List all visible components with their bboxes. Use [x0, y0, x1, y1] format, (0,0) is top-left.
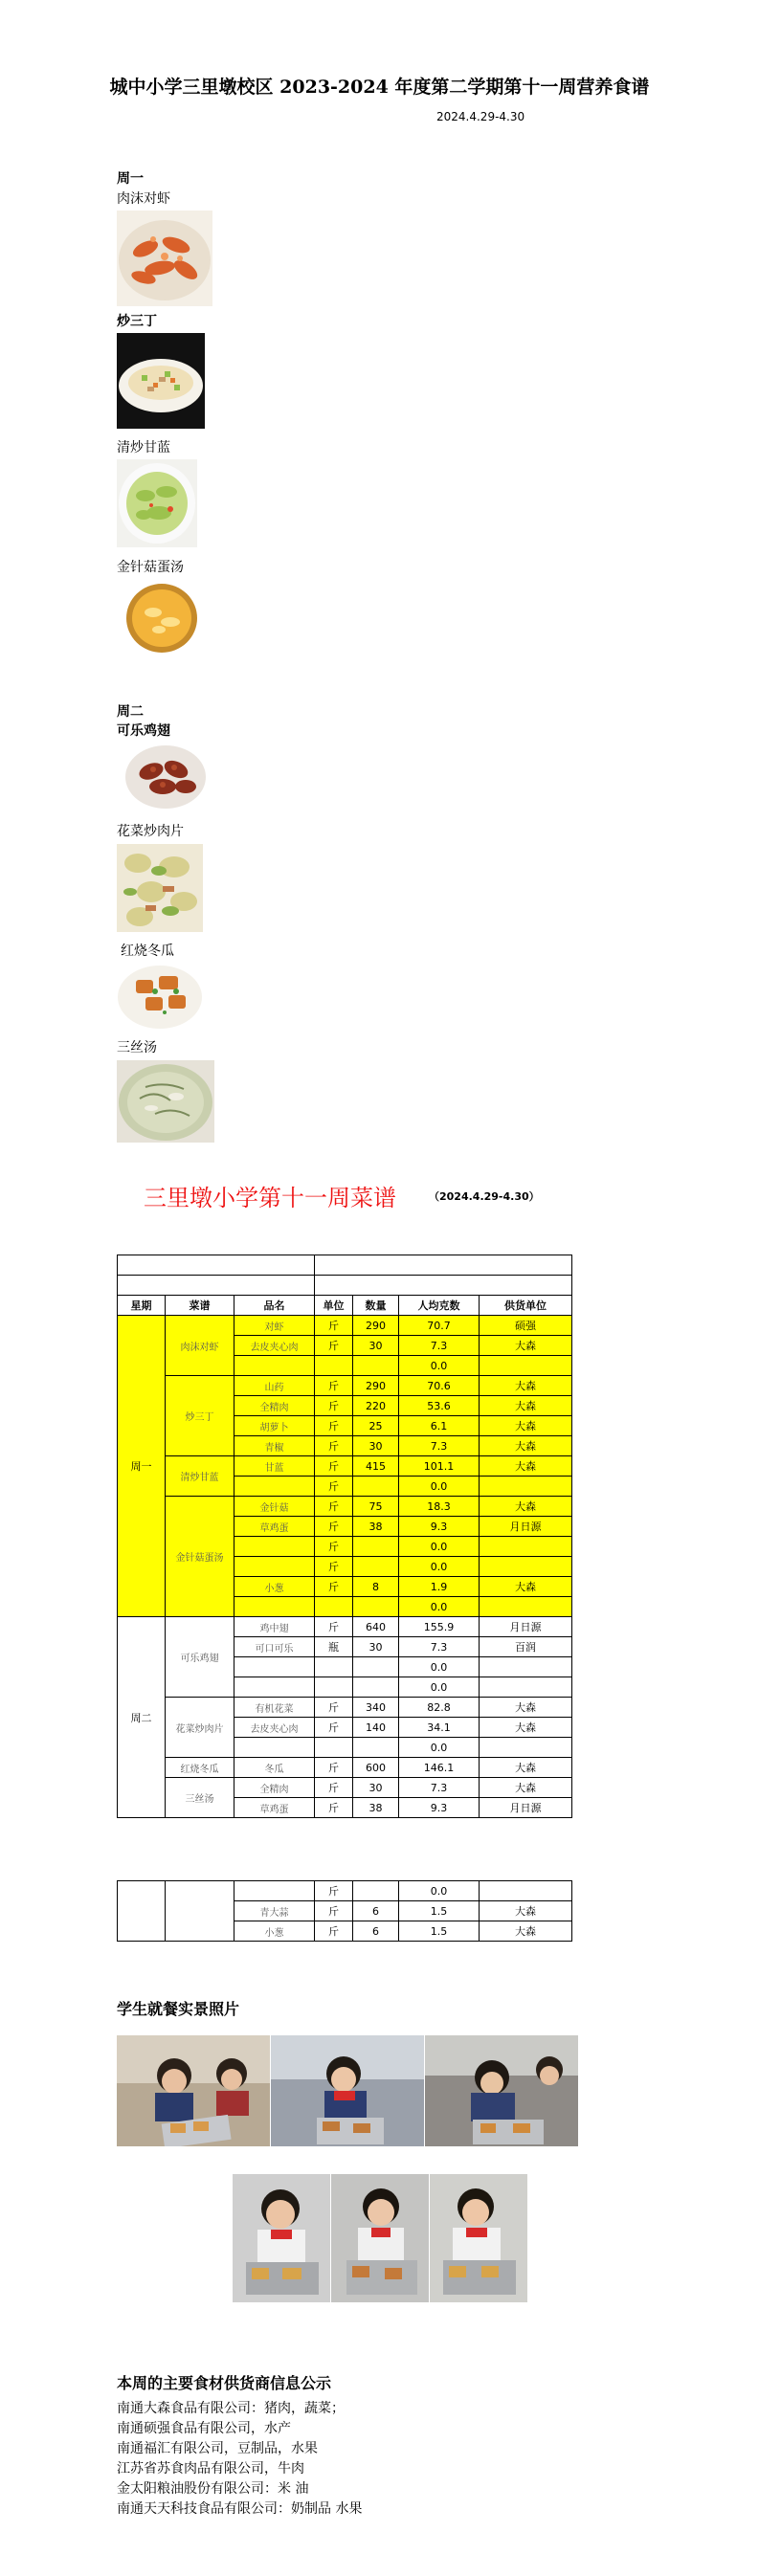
menu-table — [117, 1255, 572, 1818]
table-cell: 斤 — [315, 1718, 353, 1738]
table-cell: 34.1 — [399, 1718, 480, 1738]
table-cell: 8 — [353, 1577, 399, 1597]
table-cell — [480, 1537, 572, 1557]
table-row — [118, 1276, 572, 1296]
table-cell: 0.0 — [399, 1657, 480, 1677]
table-cell: 70.6 — [399, 1376, 480, 1396]
table-cell — [234, 1477, 315, 1497]
table-cell — [353, 1657, 399, 1677]
table-row — [118, 1255, 572, 1276]
table-cell: 290 — [353, 1376, 399, 1396]
table-cell: 斤 — [315, 1316, 353, 1336]
table-cell: 有机花菜 — [234, 1698, 315, 1718]
table-cell: 600 — [353, 1758, 399, 1778]
dish-label: 三丝汤 — [117, 1040, 157, 1055]
table-cell: 大森 — [480, 1497, 572, 1517]
table-cell: 30 — [353, 1436, 399, 1456]
table-cell: 大森 — [480, 1718, 572, 1738]
dish-label: 红烧冬瓜 — [121, 944, 174, 959]
table-cell — [234, 1657, 315, 1677]
table-cell: 大森 — [480, 1758, 572, 1778]
table-cell: 三丝汤 — [166, 1778, 234, 1818]
table-cell — [353, 1537, 399, 1557]
table-cell: 6 — [353, 1921, 399, 1942]
table-cell: 70.7 — [399, 1316, 480, 1336]
table-row — [118, 1617, 572, 1637]
table-cell: 斤 — [315, 1456, 353, 1477]
table-cell: 月日源 — [480, 1617, 572, 1637]
table-cell — [353, 1738, 399, 1758]
table-cell: 周二 — [118, 1617, 166, 1818]
table-cell: 7.3 — [399, 1336, 480, 1356]
table-cell: 1.5 — [399, 1921, 480, 1942]
table-row — [118, 1778, 572, 1798]
table-cell: 6 — [353, 1901, 399, 1921]
dish-photo-cabbage — [117, 459, 197, 547]
table-cell — [234, 1738, 315, 1758]
table-cell — [234, 1537, 315, 1557]
table-cell — [480, 1677, 572, 1698]
table-cell: 斤 — [315, 1396, 353, 1416]
table-cell: 146.1 — [399, 1758, 480, 1778]
table-cell: 101.1 — [399, 1456, 480, 1477]
table-cell: 对虾 — [234, 1316, 315, 1336]
date-range: 2024.4.29-4.30 — [436, 110, 525, 123]
table-cell: 0.0 — [399, 1356, 480, 1376]
table-cell: 140 — [353, 1718, 399, 1738]
table-cell: 斤 — [315, 1798, 353, 1818]
table-cell: 大森 — [480, 1376, 572, 1396]
table-cell: 斤 — [315, 1416, 353, 1436]
table-cell: 斤 — [315, 1617, 353, 1637]
table-cell: 大森 — [480, 1698, 572, 1718]
table-cell: 0.0 — [399, 1557, 480, 1577]
table-cell: 75 — [353, 1497, 399, 1517]
table-cell: 去皮夹心肉 — [234, 1718, 315, 1738]
table-cell: 斤 — [315, 1497, 353, 1517]
column-header: 人均克数 — [399, 1296, 480, 1316]
table-cell: 30 — [353, 1336, 399, 1356]
table-cell: 大森 — [480, 1901, 572, 1921]
table-row — [118, 1376, 572, 1396]
column-header: 菜谱 — [166, 1296, 234, 1316]
table-cell — [234, 1881, 315, 1901]
table-cell: 1.9 — [399, 1577, 480, 1597]
table-cell: 7.3 — [399, 1436, 480, 1456]
page-title: 城中小学三里墩校区 2023-2024 年度第二学期第十一周营养食谱 — [109, 77, 650, 98]
dish-label: 可乐鸡翅 — [117, 723, 170, 739]
student-photo — [271, 2035, 424, 2146]
column-header: 单位 — [315, 1296, 353, 1316]
list-item: 南通大森食品有限公司：猪肉，蔬菜； — [117, 2401, 345, 2416]
table-cell: 去皮夹心肉 — [234, 1336, 315, 1356]
table-cell: 0.0 — [399, 1477, 480, 1497]
table-cell: 0.0 — [399, 1537, 480, 1557]
table-cell: 155.9 — [399, 1617, 480, 1637]
table-cell: 斤 — [315, 1778, 353, 1798]
day-label-monday: 周一 — [117, 171, 144, 187]
table-cell: 冬瓜 — [234, 1758, 315, 1778]
table-cell: 0.0 — [399, 1738, 480, 1758]
dish-photo-cola-wings — [124, 743, 207, 810]
student-photo — [331, 2174, 429, 2302]
table-cell: 25 — [353, 1416, 399, 1436]
table-row — [118, 1497, 572, 1517]
dish-photo-egg-soup — [124, 580, 199, 655]
table-cell: 月日源 — [480, 1517, 572, 1537]
table-cell: 斤 — [315, 1517, 353, 1537]
table-cell: 可乐鸡翅 — [166, 1617, 234, 1698]
table-cell: 月日源 — [480, 1798, 572, 1818]
table-cell — [353, 1597, 399, 1617]
table-cell: 草鸡蛋 — [234, 1517, 315, 1537]
menu-extra-table — [117, 1880, 572, 1942]
table-cell: 9.3 — [399, 1517, 480, 1537]
table-cell: 红烧冬瓜 — [166, 1758, 234, 1778]
dish-photo-winter-melon — [117, 963, 203, 1030]
table-cell: 山药 — [234, 1376, 315, 1396]
table-cell — [353, 1881, 399, 1901]
dish-photo-stirfry — [117, 333, 205, 429]
table-cell — [234, 1677, 315, 1698]
table-cell: 斤 — [315, 1758, 353, 1778]
table-cell: 胡萝卜 — [234, 1416, 315, 1436]
table-cell: 0.0 — [399, 1677, 480, 1698]
table-cell: 全精肉 — [234, 1396, 315, 1416]
dish-photo-cauliflower — [117, 844, 203, 932]
table-cell: 30 — [353, 1637, 399, 1657]
table-cell: 炒三丁 — [166, 1376, 234, 1456]
table-cell: 大森 — [480, 1921, 572, 1942]
table-cell: 全精肉 — [234, 1778, 315, 1798]
table-cell: 大森 — [480, 1456, 572, 1477]
table-cell: 290 — [353, 1316, 399, 1336]
dish-photo-three-shred-soup — [117, 1060, 214, 1143]
dish-photo-shrimp — [117, 211, 212, 306]
supplier-list — [117, 2399, 362, 2520]
table-cell: 青椒 — [234, 1436, 315, 1456]
table-cell: 花菜炒肉片 — [166, 1698, 234, 1758]
table-cell — [166, 1881, 234, 1942]
table-cell: 1.5 — [399, 1901, 480, 1921]
column-header: 供货单位 — [480, 1296, 572, 1316]
table-cell: 82.8 — [399, 1698, 480, 1718]
student-photo — [117, 2035, 270, 2146]
table-cell — [315, 1657, 353, 1677]
table-cell: 0.0 — [399, 1881, 480, 1901]
day-label-tuesday: 周二 — [117, 704, 144, 720]
list-item: 南通福汇有限公司，豆制品，水果 — [117, 2441, 318, 2456]
table-cell: 30 — [353, 1778, 399, 1798]
table-cell: 可口可乐 — [234, 1637, 315, 1657]
table-cell: 大森 — [480, 1336, 572, 1356]
table-row — [118, 1698, 572, 1718]
column-header: 品名 — [234, 1296, 315, 1316]
table-cell — [234, 1557, 315, 1577]
table-cell: 大森 — [480, 1396, 572, 1416]
menu-title: 三里墩小学第十一周菜谱 — [144, 1185, 396, 1211]
list-item: 江苏省苏食肉品有限公司，牛肉 — [117, 2461, 304, 2476]
table-row — [118, 1456, 572, 1477]
dish-label: 炒三丁 — [117, 314, 157, 329]
table-cell: 金针菇蛋汤 — [166, 1497, 234, 1617]
table-cell — [315, 1677, 353, 1698]
table-cell: 斤 — [315, 1698, 353, 1718]
student-photo — [430, 2174, 527, 2302]
table-cell — [315, 1356, 353, 1376]
table-cell: 斤 — [315, 1577, 353, 1597]
table-cell: 6.1 — [399, 1416, 480, 1436]
list-item: 金太阳粮油股份有限公司：米 油 — [117, 2481, 309, 2497]
student-photo — [233, 2174, 330, 2302]
table-cell: 340 — [353, 1698, 399, 1718]
table-cell — [353, 1477, 399, 1497]
table-cell: 18.3 — [399, 1497, 480, 1517]
table-cell: 百润 — [480, 1637, 572, 1657]
table-cell: 小葱 — [234, 1577, 315, 1597]
table-cell: 0.0 — [399, 1597, 480, 1617]
menu-subtitle: （2024.4.29-4.30） — [429, 1190, 540, 1203]
table-cell: 大森 — [480, 1416, 572, 1436]
student-photo — [425, 2035, 578, 2146]
table-cell: 瓶 — [315, 1637, 353, 1657]
table-cell: 大森 — [480, 1436, 572, 1456]
table-cell: 220 — [353, 1396, 399, 1416]
table-cell: 甘蓝 — [234, 1456, 315, 1477]
dish-label: 金针菇蛋汤 — [117, 560, 184, 575]
dish-label: 花菜炒肉片 — [117, 824, 184, 839]
table-cell — [353, 1557, 399, 1577]
dish-label: 清炒甘蓝 — [117, 440, 170, 455]
table-cell: 斤 — [315, 1881, 353, 1901]
table-cell: 9.3 — [399, 1798, 480, 1818]
table-cell — [118, 1881, 166, 1942]
table-cell: 415 — [353, 1456, 399, 1477]
table-cell: 7.3 — [399, 1637, 480, 1657]
table-cell: 周一 — [118, 1316, 166, 1617]
table-cell: 青大蒜 — [234, 1901, 315, 1921]
list-item: 南通硕强食品有限公司，水产 — [117, 2421, 291, 2436]
table-cell: 肉沫对虾 — [166, 1316, 234, 1376]
table-header-row — [118, 1296, 572, 1316]
table-cell — [480, 1657, 572, 1677]
table-cell: 鸡中翅 — [234, 1617, 315, 1637]
table-row — [118, 1316, 572, 1336]
table-cell: 草鸡蛋 — [234, 1798, 315, 1818]
table-cell — [480, 1557, 572, 1577]
table-cell: 大森 — [480, 1778, 572, 1798]
table-cell — [315, 1597, 353, 1617]
table-cell: 清炒甘蓝 — [166, 1456, 234, 1497]
column-header: 星期 — [118, 1296, 166, 1316]
photos-heading: 学生就餐实景照片 — [117, 2000, 240, 2018]
table-cell: 斤 — [315, 1436, 353, 1456]
table-cell — [480, 1597, 572, 1617]
table-cell: 斤 — [315, 1477, 353, 1497]
table-cell: 640 — [353, 1617, 399, 1637]
table-cell — [315, 1738, 353, 1758]
table-row — [118, 1881, 572, 1901]
dish-label: 肉沫对虾 — [117, 191, 170, 207]
table-cell — [480, 1738, 572, 1758]
table-cell: 硕强 — [480, 1316, 572, 1336]
table-cell — [234, 1356, 315, 1376]
table-cell — [480, 1356, 572, 1376]
table-cell: 斤 — [315, 1376, 353, 1396]
list-item: 南通天天科技食品有限公司：奶制品 水果 — [117, 2501, 363, 2517]
table-cell: 7.3 — [399, 1778, 480, 1798]
table-cell: 38 — [353, 1798, 399, 1818]
table-cell: 38 — [353, 1517, 399, 1537]
table-cell: 斤 — [315, 1336, 353, 1356]
table-cell — [353, 1677, 399, 1698]
table-cell — [480, 1881, 572, 1901]
table-row — [118, 1758, 572, 1778]
table-cell — [480, 1477, 572, 1497]
column-header: 数量 — [353, 1296, 399, 1316]
table-cell: 大森 — [480, 1577, 572, 1597]
suppliers-heading: 本周的主要食材供货商信息公示 — [117, 2374, 332, 2392]
table-cell: 斤 — [315, 1921, 353, 1942]
table-cell: 53.6 — [399, 1396, 480, 1416]
table-cell: 金针菇 — [234, 1497, 315, 1517]
table-cell: 斤 — [315, 1557, 353, 1577]
table-cell — [353, 1356, 399, 1376]
table-cell — [234, 1597, 315, 1617]
table-cell: 斤 — [315, 1537, 353, 1557]
table-cell: 斤 — [315, 1901, 353, 1921]
table-cell: 小葱 — [234, 1921, 315, 1942]
